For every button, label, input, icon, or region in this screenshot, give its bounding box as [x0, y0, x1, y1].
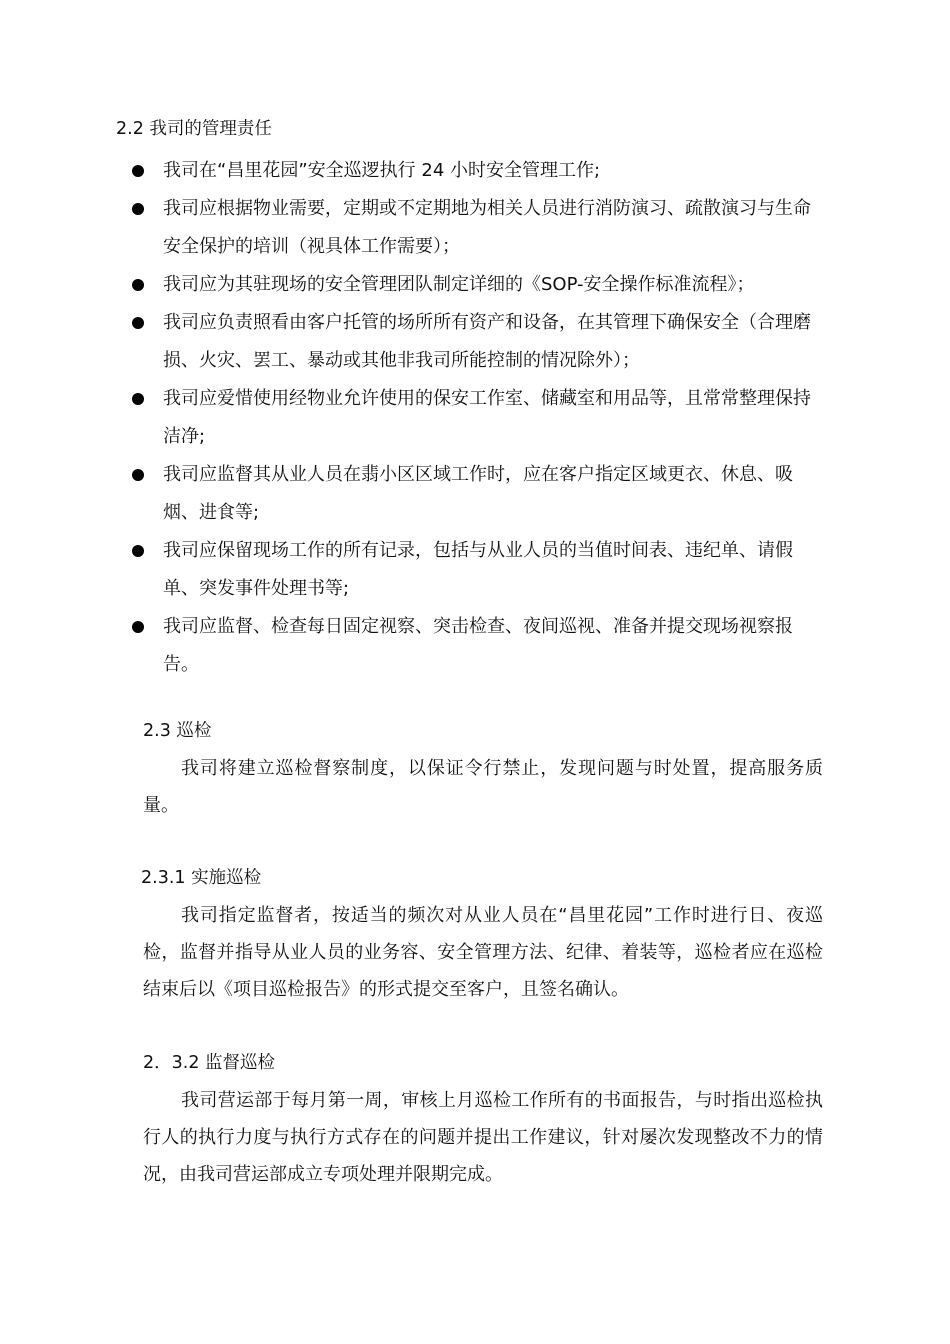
section-2-3-heading: 2.3 巡检 — [143, 721, 212, 741]
list-item — [128, 152, 828, 190]
bullet-icon — [132, 165, 144, 177]
list-item — [128, 608, 828, 684]
list-item-text: 我司在“昌里花园”安全巡逻执行 24 小时安全管理工作; — [163, 160, 601, 181]
list-item — [128, 190, 828, 266]
list-item — [128, 532, 828, 608]
list-item — [128, 380, 828, 456]
list-item — [128, 304, 828, 380]
responsibility-list — [128, 152, 828, 684]
section-2-3-body: 我司将建立巡检督察制度，以保证令行禁止，发现问题与时处置，提高服务质量。 — [143, 758, 823, 816]
bullet-icon — [132, 469, 144, 481]
list-item-text: 我司应保留现场工作的所有记录，包括与从业人员的当值时间表、违纪单、请假单、突发事件处理书等; — [163, 540, 793, 599]
bullet-icon — [132, 317, 144, 329]
bullet-icon — [132, 393, 144, 405]
bullet-icon — [132, 621, 144, 633]
bullet-icon — [132, 203, 144, 215]
list-item-text: 我司应监督、检查每日固定视察、突击检查、夜间巡视、准备并提交现场视察报告。 — [163, 616, 793, 675]
list-item-text: 我司应负责照看由客户托管的场所所有资产和设备，在其管理下确保安全（合理磨损、火灾、罢工、暴动或其他非我司所能控制的情况除外）； — [163, 312, 811, 371]
list-item-text: 我司应为其驻现场的安全管理团队制定详细的《SOP-安全操作标准流程》； — [163, 274, 755, 295]
list-item-text: 我司应监督其从业人员在翡小区区域工作时，应在客户指定区域更衣、休息、吸烟、进食等; — [163, 464, 793, 523]
bullet-icon — [132, 545, 144, 557]
list-item-text: 我司应爱惜使用经物业允许使用的保安工作室、储藏室和用品等，且常常整理保持洁净; — [163, 388, 811, 447]
section-2-3-1-body: 我司指定监督者，按适当的频次对从业人员在“昌里花园”工作时进行日、夜巡检，监督并指导从业人员的业务容、安全管理方法、纪律、着装等，巡检者应在巡检结束后以《项目巡检报告》的形式提交至客户，且签名确认。 — [143, 905, 823, 1000]
list-item — [128, 266, 828, 304]
list-item — [128, 456, 828, 532]
section-2-3-2-heading: 2．3.2 监督巡检 — [143, 1053, 276, 1073]
section-2-3-1-heading: 2.3.1 实施巡检 — [141, 868, 262, 888]
bullet-icon — [132, 279, 144, 291]
list-item-text: 我司应根据物业需要，定期或不定期地为相关人员进行消防演习、疏散演习与生命安全保护的培训（视具体工作需要）； — [163, 198, 811, 257]
section-2-2-heading: 2.2 我司的管理责任 — [116, 119, 272, 139]
section-2-3-2-body: 我司营运部于每月第一周，审核上月巡检工作所有的书面报告，与时指出巡检执行人的执行力度与执行方式存在的问题并提出工作建议，针对屡次发现整改不力的情况，由我司营运部成立专项处理并限期完成。 — [143, 1090, 823, 1185]
